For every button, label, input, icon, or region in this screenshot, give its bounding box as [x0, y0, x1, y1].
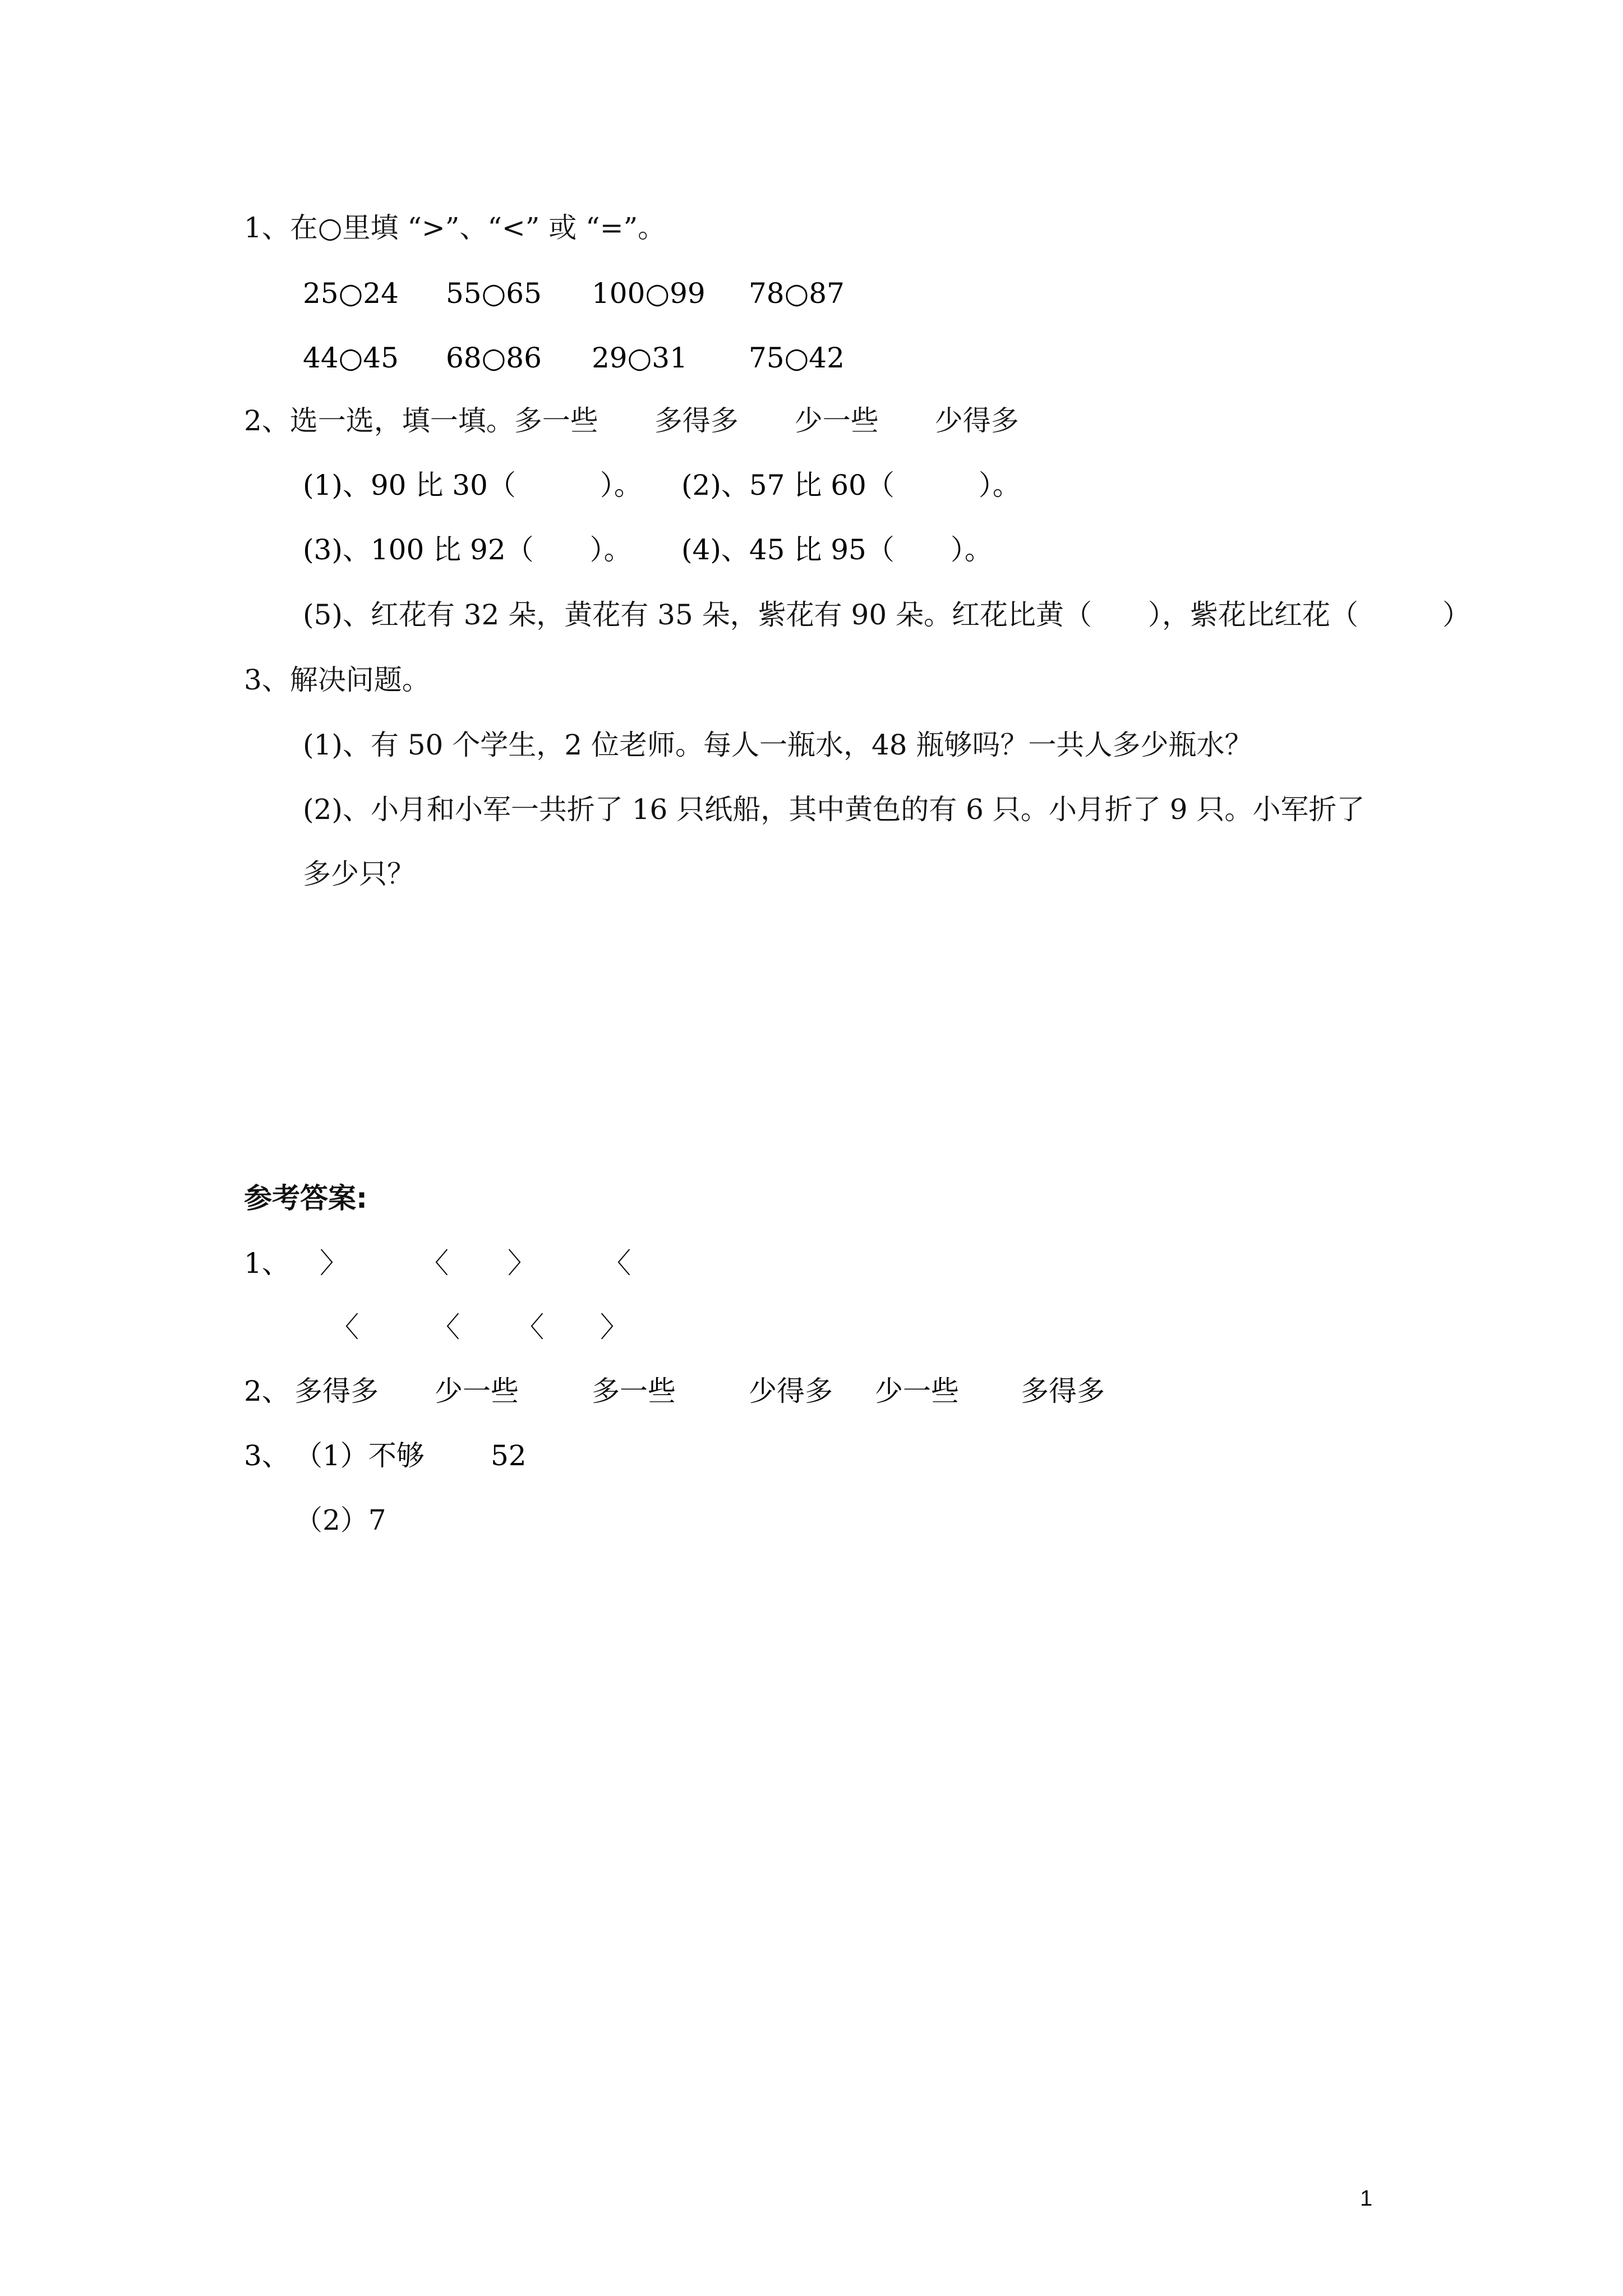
answer-symbol: 〈	[603, 1247, 631, 1280]
question-2-item-2: (2)、57 比 60（ ）。	[681, 469, 1021, 501]
answer-1-row-1	[0, 1246, 1623, 1280]
answer-word: 多得多	[1021, 1375, 1105, 1407]
answer-symbol: 〉	[508, 1247, 536, 1280]
comparison-item: 100○99	[592, 277, 706, 310]
answer-symbol: 〈	[331, 1311, 359, 1343]
page-number: 1	[1360, 2186, 1373, 2211]
answer-word: 多得多	[294, 1375, 379, 1407]
answer-3-part-2: （2）7	[294, 1504, 386, 1536]
question-2-item-3: (3)、100 比 92（ ）。	[303, 533, 632, 566]
comparison-item: 68○86	[446, 342, 542, 374]
answers-title: 参考答案:	[244, 1182, 367, 1214]
question-2-row-1	[0, 468, 1623, 502]
comparison-item: 78○87	[749, 277, 845, 310]
question-2-item-4: (4)、45 比 95（ ）。	[681, 533, 993, 566]
question-1-title: 1、在○里填 “>”、“<” 或 “=”。	[244, 211, 666, 244]
question-2-item-5: (5)、红花有 32 朵，黄花有 35 朵，紫花有 90 朵。红花比黄（ ），紫花比红花（ ）	[303, 599, 1471, 631]
answer-3-row-1	[0, 1439, 1623, 1473]
question-1-row-2	[0, 341, 1623, 375]
answer-2-row	[0, 1374, 1623, 1408]
comparison-item: 44○45	[303, 342, 399, 374]
question-2-item-1: (1)、90 比 30（ ）。	[303, 469, 642, 501]
answer-word: 少得多	[749, 1375, 833, 1407]
comparison-item: 29○31	[592, 342, 688, 374]
answer-symbol: 〈	[432, 1311, 460, 1343]
question-3-item-2-line-1: (2)、小月和小军一共折了 16 只纸船，其中黄色的有 6 只。小月折了 9 只。小军折了	[303, 793, 1365, 826]
question-2-row-2	[0, 533, 1623, 567]
question-3-item-2-line-2: 多少只？	[303, 858, 415, 890]
answer-1-row-2	[0, 1310, 1623, 1344]
question-3-item-1: (1)、有 50 个学生，2 位老师。每人一瓶水，48 瓶够吗？一共人多少瓶水？	[303, 729, 1253, 761]
answer-3-part-1: （1）不够	[294, 1439, 425, 1472]
answer-1-label: 1、	[244, 1247, 290, 1280]
question-3-title: 3、解决问题。	[244, 664, 430, 696]
answer-2-label: 2、	[244, 1375, 290, 1407]
comparison-item: 55○65	[446, 277, 542, 310]
comparison-item: 75○42	[749, 342, 845, 374]
answer-word: 少一些	[435, 1375, 519, 1407]
question-2-title: 2、选一选，填一填。多一些 多得多 少一些 少得多	[244, 404, 1019, 437]
comparison-item: 25○24	[303, 277, 399, 310]
answer-symbol: 〈	[516, 1311, 544, 1343]
answer-word: 多一些	[592, 1375, 676, 1407]
answer-symbol: 〈	[421, 1247, 449, 1280]
answer-3-part-1-total: 52	[491, 1439, 527, 1472]
question-1-row-1	[0, 277, 1623, 310]
answer-word: 少一些	[875, 1375, 959, 1407]
answer-symbol: 〉	[320, 1247, 348, 1280]
answer-symbol: 〉	[600, 1311, 628, 1343]
answer-3-label: 3、	[244, 1439, 290, 1472]
